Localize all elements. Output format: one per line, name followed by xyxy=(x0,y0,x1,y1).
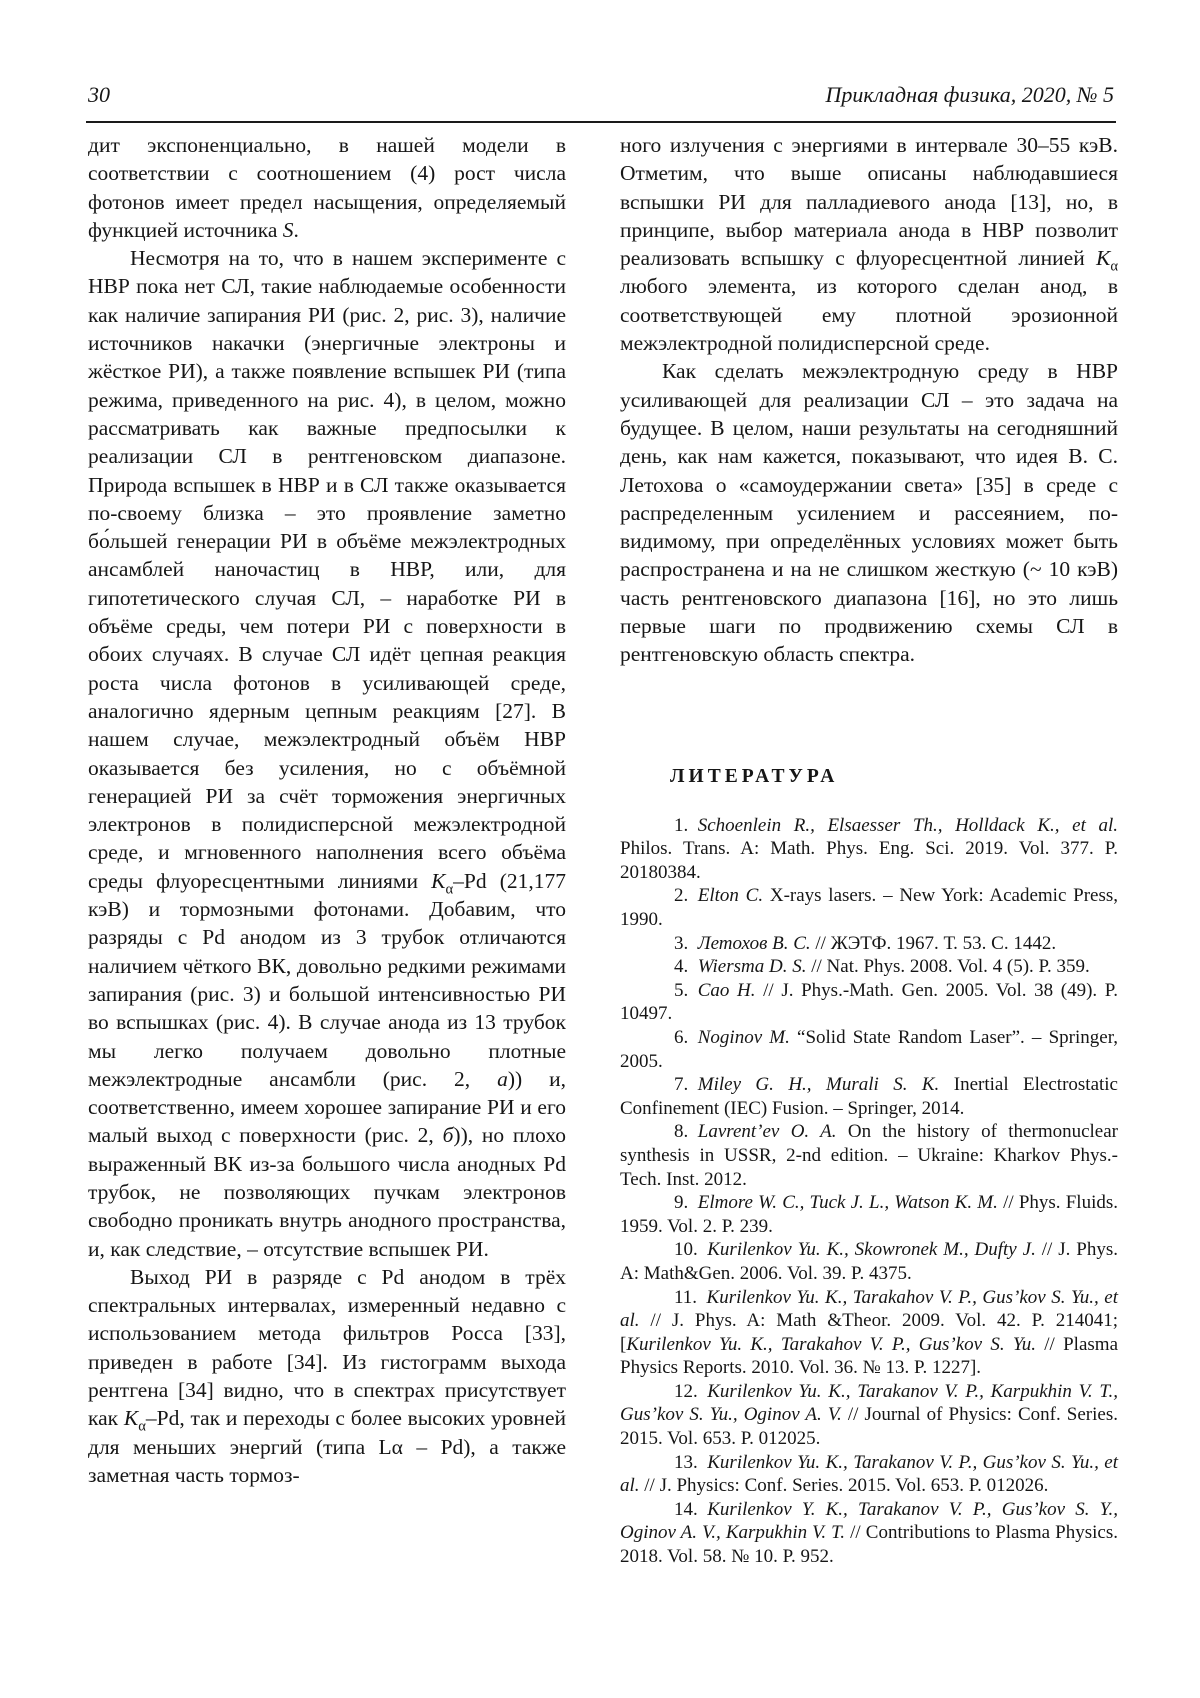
reference-item: 6. Noginov M. “Solid State Random Laser”. – Springer, 2005. xyxy=(620,1026,1119,1072)
body-paragraph: ного излучения с энергиями в интервале 30–55 кэВ. Отметим, что выше описаны наблюдавшиеся вспышки РИ для палладиевого анода [13], но, в принципе, выбор материала анода в НВР позволит реализовать вспышку с флуоресцентной линией $K_\alpha$ любого элемента, из которого сделан анод, в соответствующей ему плотной эрозионной межэлектродной полидисперсной среде. xyxy=(620,133,1118,356)
right-column-text xyxy=(620,131,1118,669)
two-column-layout xyxy=(88,131,1118,1569)
literature-heading: ЛИТЕРАТУРА xyxy=(670,765,839,787)
left-column xyxy=(88,131,566,1569)
reference-item: 4. Wiersma D. S. // Nat. Phys. 2008. Vol. 4 (5). P. 359. xyxy=(674,956,1090,978)
reference-item: 1. Schoenlein R., Elsaesser Th., Holldack K., et al. Philos. Trans. A: Math. Phys. Eng. Sci. 2019. Vol. 377. P. 20180384. xyxy=(620,814,1118,883)
reference-item: 5. Cao H. // J. Phys.-Math. Gen. 2005. Vol. 38 (49). P. 10497. xyxy=(620,979,1118,1025)
reference-item: 8. Lavrent’ev O. A. On the history of thermonuclear synthesis in USSR, 2-nd edition. – Ukraine: Kharkov Phys.-Tech. Inst. 2012. xyxy=(620,1121,1118,1190)
reference-item: 10. Kurilenkov Yu. K., Skowronek M., Dufty J. // J. Phys. A: Math&Gen. 2006. Vol. 39. P. 4375. xyxy=(620,1239,1118,1284)
page-header xyxy=(88,82,1114,108)
body-paragraph: Несмотря на то, что в нашем эксперименте с НВР пока нет СЛ, такие наблюдаемые особенности как наличие запирания РИ (рис. 2, рис. 3), наличие источников накачки (энергичные электроны и жёсткое РИ), а также появление вспышек РИ (типа режима, приведенного на рис. 4), в целом, можно рассматривать как важные предпосылки к реализации СЛ в рентгеновском диапазоне. Природа вспышек в НВР и в СЛ также оказывается по-своему близка – это проявление заметно бо́льшей генерации РИ в объёме межэлектродных ансамблей наночастиц в НВР, или, для гипотетического случая СЛ, – наработке РИ в объёме среды, чем потери РИ с поверхности в обоих случаях. В случае СЛ идёт цепная реакция роста числа фотонов в усиливающей среде, аналогично ядерным цепным реакциям [27]. В нашем случае, межэлектродный объём НВР оказывается без усиления, но с объёмной генерацией РИ за счёт торможения энергичных электронов в полидисперсной межэлектродной среде, и мгновенного наполнения всего объёма среды флуоресцентными линиями $K_\alpha-Pd$ (21,177 кэВ) и тормозными фотонами. Добавим, что разряды с Pd анодом из 3 трубок отличаются наличием чёткого ВК, довольно редкими режимами запирания (рис. 3) и большой интенсивностью РИ во вспышках (рис. 4). В случае анода из 13 трубок мы легко получаем довольно плотные межэлектродные ансамбли (рис. 2, а)) и, соответственно, имеем хорошее запирание РИ и его малый выход с поверхности (рис. 2, б)), но плохо выраженный ВК из-за большого числа анодных Pd трубок, не позволяющих пучкам электронов свободно проникать внутрь анодного пространства, и, как следствие, – отсутствие вспышек РИ. xyxy=(88,246,566,1261)
page-number: 30 xyxy=(88,82,110,107)
body-paragraph: Выход РИ в разряде с Pd анодом в трёх спектральных интервалах, измеренный недавно с использованием метода фильтров Росса [33], приведен в работе [34]. Из гистограмм выхода рентгена [34] видно, что в спектрах присутствует как $K_\alpha-Pd$, так и переходы с более высоких уровней для меньших энергий (типа Lα – Pd), а также заметная часть тормоз- xyxy=(88,1264,566,1487)
reference-item: 13. Kurilenkov Yu. K., Tarakanov V. P., Gus’kov S. Yu., et al. // J. Physics: Conf. Series. 2015. Vol. 653. P. 012026. xyxy=(620,1451,1118,1497)
reference-item: 9. Elmore W. C., Tuck J. L., Watson K. M. // Phys. Fluids. 1959. Vol. 2. P. 239. xyxy=(620,1192,1118,1237)
body-paragraph: дит экспоненциально, в нашей модели в соответствии с соотношением (4) рост числа фотонов имеет предел насыщения, определяемый функцией источника S. xyxy=(88,133,566,242)
reference-item: 12. Kurilenkov Yu. K., Tarakanov V. P., Karpukhin V. T., Gus’kov S. Yu., Oginov A. V. // Journal of Physics: Conf. Series. 2015. Vol. 653. P. 012025. xyxy=(620,1380,1118,1450)
body-paragraph: Как сделать межэлектродную среду в НВР усиливающей для реализации СЛ – это задача на будущее. В целом, наши результаты на сегодняшний день, как нам кажется, показывают, что идея В. С. Летохова о «самоудержании света» [35] в среде с распределенным усилением и рассеянием, по-видимому, при определённых условиях может быть распространена и на не слишком жесткую (~ 10 кэВ) часть рентгеновского диапазона [16], но это лишь первые шаги по продвижению схемы СЛ в рентгеновскую область спектра. xyxy=(620,359,1118,667)
reference-list xyxy=(620,814,1118,1569)
reference-item: 7. Miley G. H., Murali S. K. Inertial Electrostatic Confinement (IEC) Fusion. – Springer, 2014. xyxy=(620,1074,1118,1119)
reference-item: 14. Kurilenkov Y. K., Tarakanov V. P., Gus’kov S. Y., Oginov A. V., Karpukhin V. T. // Contributions to Plasma Physics. 2018. Vol. 58. № 10. P. 952. xyxy=(620,1498,1118,1568)
journal-title: Прикладная физика, 2020, № 5 xyxy=(825,82,1114,107)
reference-item: 3. Летохов В. С. // ЖЭТФ. 1967. Т. 53. С. 1442. xyxy=(674,932,1057,954)
right-column xyxy=(620,131,1118,1569)
reference-item: 11. Kurilenkov Yu. K., Tarakahov V. P., Gus’kov S. Yu., et al. // J. Phys. A: Math &Theor. 2009. Vol. 42. P. 214041; [Kurilenkov Yu. K., Tarakahov V. P., Gus’kov S. Yu. // Plasma Physics Reports. 2010. Vol. 36. № 13. P. 1227]. xyxy=(620,1286,1118,1379)
reference-item: 2. Elton C. X-rays lasers. – New York: Academic Press, 1990. xyxy=(620,885,1118,931)
header-rule xyxy=(86,121,1116,123)
